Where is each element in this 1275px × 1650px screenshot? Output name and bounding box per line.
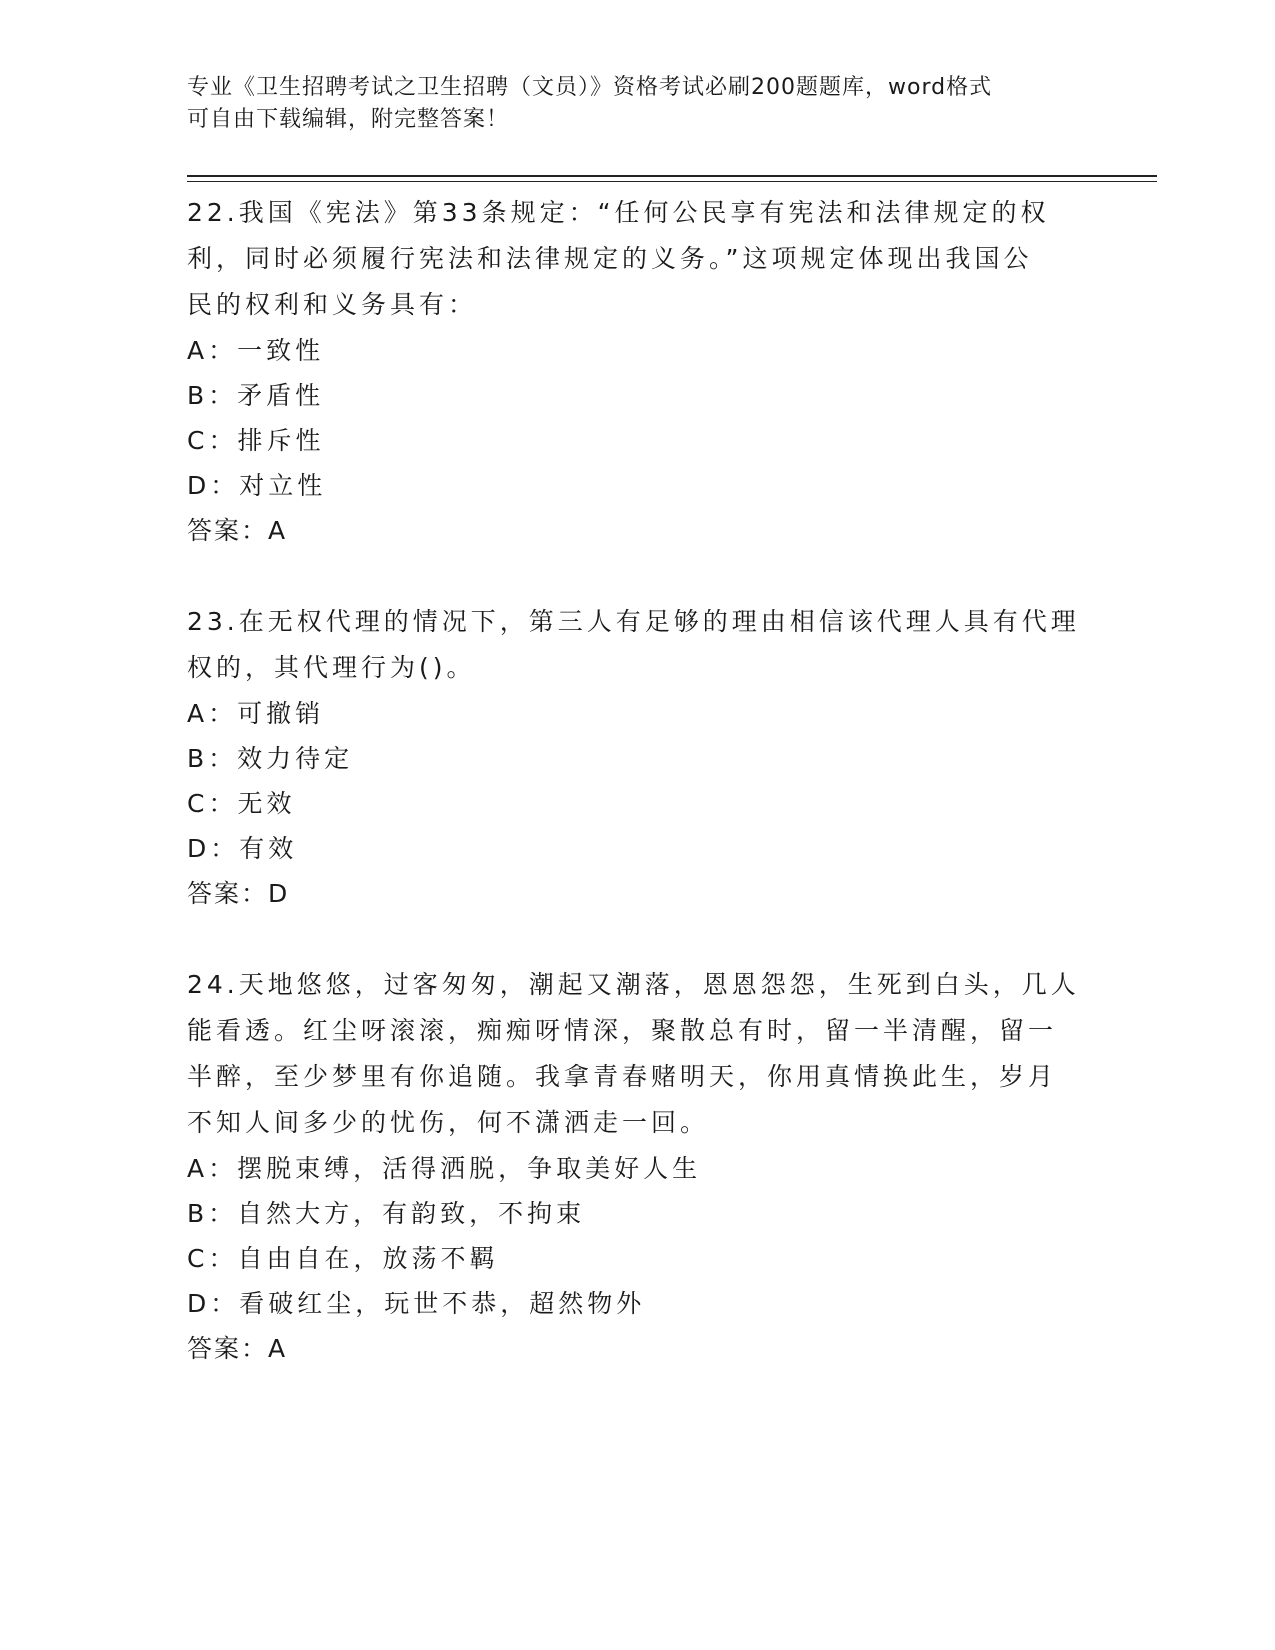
- option-a: A：一致性: [187, 336, 325, 365]
- question-stem-line: 利，同时必须履行宪法和法律规定的义务。”这项规定体现出我国公: [187, 244, 1033, 273]
- question-23: [187, 599, 1087, 917]
- question-22: [187, 190, 1087, 554]
- document-header: [187, 72, 1087, 136]
- answer-label: 答案：A: [187, 516, 288, 545]
- header-divider-thick: [187, 175, 1157, 177]
- question-stem-line: 能看透。红尘呀滚滚，痴痴呀情深，聚散总有时，留一半清醒，留一: [187, 1016, 1058, 1045]
- option-d: D：有效: [187, 834, 298, 863]
- question-stem-line: 22.我国《宪法》第33条规定：“任何公民享有宪法和法律规定的权: [187, 198, 1050, 227]
- question-stem-line: 23.在无权代理的情况下，第三人有足够的理由相信该代理人具有代理: [187, 607, 1080, 636]
- question-stem-line: 民的权利和义务具有：: [187, 290, 478, 319]
- option-b: B：效力待定: [187, 744, 354, 773]
- header-divider-thin: [187, 181, 1157, 182]
- header-title-line-1: 专业《卫生招聘考试之卫生招聘（文员）》资格考试必刷200题题库，word格式: [187, 75, 993, 100]
- option-d: D：对立性: [187, 471, 327, 500]
- option-b: B：矛盾性: [187, 381, 325, 410]
- question-stem-line: 权的，其代理行为()。: [187, 653, 476, 682]
- option-d: D：看破红尘，玩世不恭，超然物外: [187, 1289, 646, 1318]
- option-c: C：排斥性: [187, 426, 325, 455]
- option-b: B：自然大方，有韵致，不拘束: [187, 1199, 586, 1228]
- option-a: A：摆脱束缚，活得洒脱，争取美好人生: [187, 1154, 702, 1183]
- question-24: [187, 962, 1087, 1372]
- option-a: A：可撤销: [187, 699, 325, 728]
- answer-label: 答案：A: [187, 1334, 288, 1363]
- question-stem-line: 24.天地悠悠，过客匆匆，潮起又潮落，恩恩怨怨，生死到白头，几人: [187, 970, 1080, 999]
- question-stem-line: 半醉，至少梦里有你追随。我拿青春赌明天，你用真情换此生，岁月: [187, 1062, 1058, 1091]
- option-c: C：无效: [187, 789, 296, 818]
- option-c: C：自由自在，放荡不羁: [187, 1244, 499, 1273]
- question-stem-line: 不知人间多少的忧伤，何不潇洒走一回。: [187, 1108, 710, 1137]
- header-title-line-2: 可自由下载编辑，附完整答案！: [187, 107, 510, 132]
- answer-label: 答案：D: [187, 879, 290, 908]
- question-list: [187, 190, 1087, 1372]
